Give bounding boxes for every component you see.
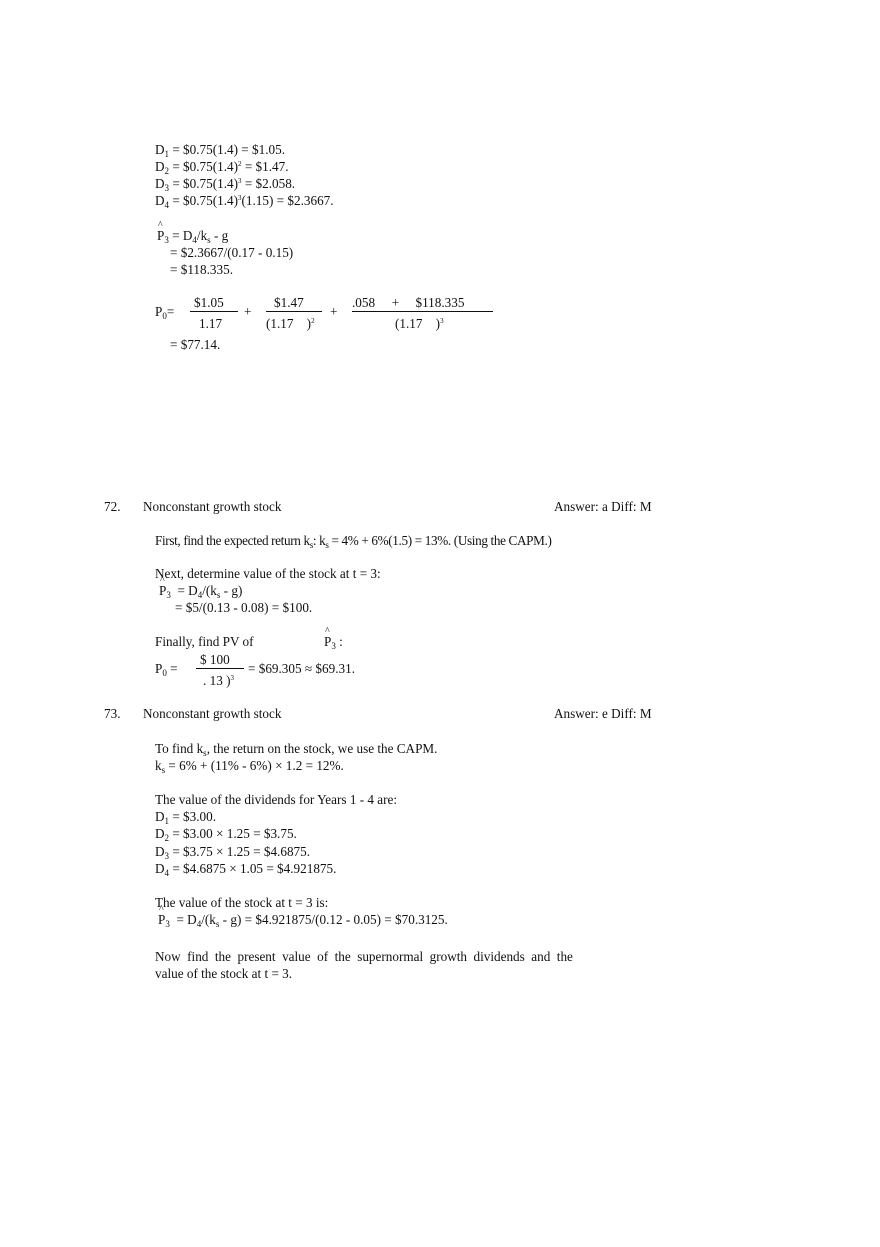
prev-d1-text: = $0.75(1.4) = $1.05. — [172, 142, 286, 157]
prev-frac2-den-close: ) — [306, 316, 312, 331]
q73-p3-line: ^ $P_3 = D_4/(k_s - g)$ = $4.921875/(0.12 - 0.05) = $70.3125. — [158, 913, 448, 926]
q72-result: = $69.305 ≈ $69.31. — [248, 661, 355, 676]
q73-line1-b: , the return on the stock, we use the CAPM. — [206, 741, 438, 756]
prev-p0-result: = $77.14. — [170, 337, 221, 352]
q73-line2-b: = 6% + (11% - 6%) × 1.2 = 12%. — [165, 758, 344, 773]
q73-title: Nonconstant growth stock — [143, 706, 282, 721]
prev-frac3-exp: 3 — [440, 317, 444, 325]
prev-frac3-bar — [352, 311, 493, 312]
q73-d4-text: = $4.6875 × 1.05 = $4.921875. — [169, 861, 337, 876]
prev-frac3-den-close: ) — [435, 316, 441, 331]
prev-p3-line: ^ $P_3 = D_4/k_s - g$ — [157, 229, 228, 242]
q73-p3-c: - g) = $4.921875/(0.12 - 0.05) = $70.3125. — [219, 912, 448, 927]
prev-p0-eq: = — [166, 304, 175, 319]
q73-line1-a: To find k — [155, 741, 204, 756]
q73-d3: $D_3$ = $3.75 × 1.25 = $4.6875. — [155, 844, 311, 861]
prev-frac1-num: $1.05 — [194, 295, 224, 310]
q72-p0-label: $P_0$ = — [155, 661, 178, 678]
q72-p3-c: - g) — [220, 583, 243, 598]
q73-d4: $D_4$ = $4.6875 × 1.05 = $4.921875. — [155, 861, 337, 878]
q72-frac-exp: 3 — [230, 674, 234, 682]
prev-p3-line2: = $2.3667/(0.17 - 0.15) — [170, 245, 294, 260]
q72-line5: Finally, find PV of — [155, 634, 254, 649]
q73-p3-a: = D — [176, 912, 197, 927]
prev-frac3-den — [395, 317, 444, 330]
prev-d4-pre: = $0.75(1.4) — [172, 193, 239, 208]
q72-p0-eq: = — [170, 661, 178, 676]
q73-d3-text: = $3.75 × 1.25 = $4.6875. — [169, 844, 311, 859]
prev-p0-label: $P_0=$ — [155, 304, 175, 321]
q73-d1: $D_1$ = $3.00. — [155, 809, 217, 826]
q72-line5-colon: : — [339, 634, 343, 649]
q72-title: Nonconstant growth stock — [143, 499, 282, 514]
q72-line5-p3: ^ $P_3$ : — [324, 635, 343, 648]
q73-line2-a: k — [155, 758, 162, 773]
q72-line4: = $5/(0.13 - 0.08) = $100. — [175, 600, 313, 615]
q73-answer: Answer: e Diff: M — [554, 706, 652, 721]
prev-frac2-den-open: (1.17 — [266, 316, 294, 331]
q73-line1: To find $k_s$, the return on the stock, we use the CAPM. — [155, 741, 438, 758]
prev-frac3-num-plus: + — [391, 295, 399, 310]
prev-frac3-den-open: (1.17 — [395, 316, 423, 331]
prev-frac3-num — [352, 296, 464, 309]
q72-p3-b: /(k — [202, 583, 217, 598]
q72-frac-num: $ 100 — [200, 652, 230, 667]
prev-plus-1: + — [244, 304, 252, 319]
prev-frac1-den: 1.17 — [199, 316, 223, 331]
q73-p3-b: /(k — [201, 912, 216, 927]
prev-d4-exp: 3 — [238, 194, 242, 202]
q72-frac-den — [203, 674, 234, 687]
q72-line1-a: First, find the expected return k — [155, 533, 310, 548]
prev-d2-line: $D_2$ = $\$0.75(1.4)^2$ = $1.47. — [155, 159, 289, 176]
prev-frac2-num: $1.47 — [274, 295, 304, 310]
q72-p3-a: = D — [177, 583, 198, 598]
q73-line11: value of the stock at t = 3. — [155, 966, 293, 981]
prev-d3-pre: = $0.75(1.4) — [172, 176, 239, 191]
q72-line1-b: : k — [312, 533, 326, 548]
q73-line8: The value of the stock at t = 3 is: — [155, 895, 329, 910]
prev-d3-exp: 3 — [238, 177, 242, 185]
q72-line2: Next, determine value of the stock at t = 3: — [155, 566, 381, 581]
q72-number: 72. — [104, 499, 121, 514]
q72-line1-c: = 4% + 6%(1.5) = 13%. (Using the CAPM.) — [328, 533, 552, 548]
prev-frac2-exp: 2 — [311, 317, 315, 325]
prev-d4-post: (1.15) = $2.3667. — [241, 193, 334, 208]
q73-d2-text: = $3.00 × 1.25 = $3.75. — [169, 826, 297, 841]
q73-number: 73. — [104, 706, 121, 721]
prev-frac1-bar — [190, 311, 238, 312]
prev-d2-post: = $1.47. — [241, 159, 289, 174]
prev-d2-pre: = $0.75(1.4) — [172, 159, 239, 174]
prev-p3-line3: = $118.335. — [170, 262, 233, 277]
q73-d1-text: = $3.00. — [169, 809, 217, 824]
prev-plus-2: + — [330, 304, 338, 319]
q72-p3-line: ^ $P_3 = D_4/(k_s - g)$ — [159, 584, 242, 597]
q73-line3: The value of the dividends for Years 1 - 4 are: — [155, 792, 398, 807]
q72-frac-den-text: . 13 ) — [203, 673, 231, 688]
prev-frac2-bar — [266, 311, 322, 312]
prev-d4-line: $D_4$ = $\$0.75(1.4)^3(1.15)$ = $2.3667. — [155, 193, 334, 210]
prev-frac2-den — [266, 317, 315, 330]
prev-p3-a: = D — [172, 228, 193, 243]
q73-line10: Now find the present value of the supernormal growth dividends and the — [155, 949, 573, 964]
prev-d3-post: = $2.058. — [241, 176, 296, 191]
prev-frac3-num-a: .058 — [352, 295, 376, 310]
q72-p0-p: P — [155, 661, 163, 676]
prev-p3-b: /k — [196, 228, 208, 243]
prev-p3-c: - g — [210, 228, 229, 243]
q72-frac-bar — [196, 668, 244, 669]
q72-answer: Answer: a Diff: M — [554, 499, 652, 514]
q73-d2: $D_2$ = $3.00 × 1.25 = $3.75. — [155, 826, 297, 843]
prev-d2-exp: 2 — [238, 160, 242, 168]
q72-line1: First, find the expected return $k_s$: $k_s = 4\% + 6\%(1.5) = 13\%$. (Using the CAPM.) — [155, 533, 552, 550]
q73-line2: $k_s = 6\% + (11\% - 6\%) \times 1.2 = 12\%$. — [155, 758, 344, 775]
prev-p0-p: P — [155, 304, 163, 319]
prev-d3-line: $D_3$ = $\$0.75(1.4)^3$ = $2.058. — [155, 176, 296, 193]
prev-d1-line: $D_1$ = $0.75(1.4) = $1.05. — [155, 142, 286, 159]
prev-frac3-num-b: $118.335 — [415, 295, 465, 310]
